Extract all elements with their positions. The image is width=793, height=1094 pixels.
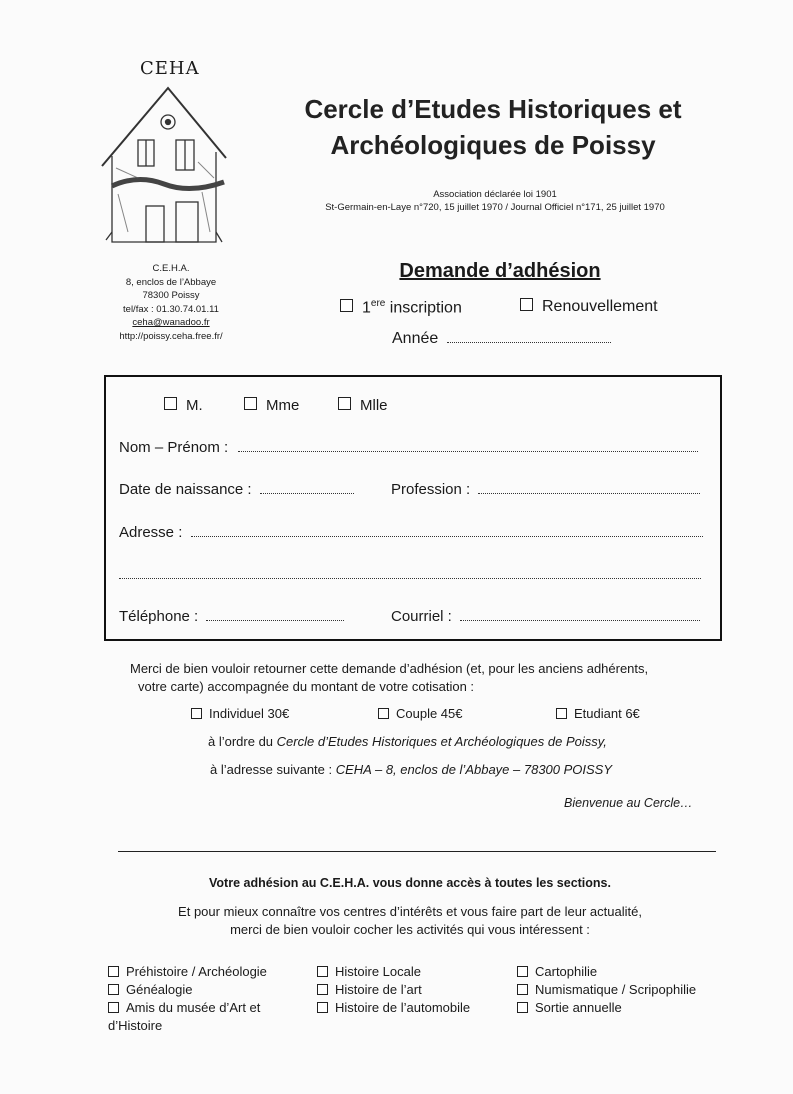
activity-option[interactable]: [317, 981, 507, 999]
activity-label: Sortie annuelle: [535, 1000, 622, 1015]
option1-suffix: inscription: [385, 299, 462, 317]
assoc-line-1: Association déclarée loi 1901: [433, 189, 557, 200]
nom-label: Nom – Prénom :: [119, 439, 229, 456]
adresse-dotted-line-2[interactable]: [119, 567, 701, 579]
intro-line-1: Et pour mieux connaître vos centres d’intérêts et vous faire part de leur actualité,: [178, 904, 642, 919]
contact-block: [96, 262, 246, 343]
checkbox-icon[interactable]: [164, 397, 177, 410]
annee-label: Année: [392, 330, 439, 347]
civ-mlle-label: Mlle: [360, 397, 388, 414]
option2-label: Renouvellement: [542, 298, 658, 315]
instructions-paragraph: [130, 660, 710, 696]
courriel-dotted-line[interactable]: [460, 609, 700, 621]
naissance-label: Date de naissance :: [119, 481, 252, 498]
house-logo-illustration: [98, 82, 230, 252]
option-renouvellement[interactable]: [520, 298, 658, 316]
option1-sup: ere: [370, 298, 386, 309]
activity-option[interactable]: [517, 981, 727, 999]
checkbox-icon[interactable]: [378, 708, 389, 719]
individuel-label: Individuel 30€: [209, 706, 290, 721]
contact-address-1: 8, enclos de l’Abbaye: [125, 276, 217, 288]
activity-label: Cartophilie: [535, 964, 598, 979]
option-first-inscription[interactable]: [340, 298, 462, 317]
civ-mme-option[interactable]: [244, 397, 299, 414]
activities-col-3: [517, 963, 727, 1017]
nom-dotted-line[interactable]: [238, 440, 698, 452]
mailing-address: [210, 762, 612, 777]
contact-website[interactable]: http://poissy.ceha.free.fr/: [119, 330, 223, 342]
checkbox-icon[interactable]: [108, 1002, 119, 1013]
naissance-field[interactable]: [119, 481, 354, 498]
cotisation-individuel[interactable]: [191, 706, 289, 721]
adresse-second-line[interactable]: [119, 566, 701, 584]
activity-option[interactable]: [517, 963, 727, 981]
ordre-prefix: à l’ordre du: [208, 734, 277, 749]
etudiant-label: Etudiant 6€: [574, 706, 640, 721]
checkbox-icon[interactable]: [556, 708, 567, 719]
activity-label-wrap: d’Histoire: [108, 1018, 163, 1033]
activity-option[interactable]: [317, 963, 507, 981]
activity-option[interactable]: [517, 999, 727, 1017]
activity-label: Préhistoire / Archéologie: [126, 964, 267, 979]
telephone-field[interactable]: [119, 608, 344, 625]
activities-col-2: [317, 963, 507, 1017]
civ-m-option[interactable]: [164, 397, 203, 414]
activity-option[interactable]: [108, 963, 308, 981]
member-info-box: [104, 375, 722, 641]
form-heading: Demande d’adhésion: [399, 260, 601, 282]
option1-prefix: 1: [362, 299, 371, 317]
checkbox-icon[interactable]: [340, 299, 353, 312]
divider: [118, 851, 716, 852]
activities-col-1: [108, 963, 308, 1035]
ordre-name: Cercle d’Etudes Historiques et Archéologiques de Poissy,: [276, 734, 607, 749]
nom-field[interactable]: [119, 439, 698, 456]
activity-label: Amis du musée d’Art et: [126, 1000, 261, 1015]
adr-value: CEHA – 8, enclos de l’Abbaye – 78300 POISSY: [335, 762, 613, 777]
para-line-2: votre carte) accompagnée du montant de votre cotisation :: [138, 679, 475, 694]
telephone-label: Téléphone :: [119, 608, 199, 625]
activity-label: Histoire Locale: [335, 964, 421, 979]
checkbox-icon[interactable]: [517, 984, 528, 995]
checkbox-icon[interactable]: [244, 397, 257, 410]
contact-tel: tel/fax : 01.30.74.01.11: [123, 303, 219, 315]
adresse-label: Adresse :: [119, 524, 183, 541]
courriel-label: Courriel :: [391, 608, 452, 625]
intro-line-2: merci de bien vouloir cocher les activités qui vous intéressent :: [230, 922, 590, 937]
activity-option[interactable]: [317, 999, 507, 1017]
assoc-line-2: St-Germain-en-Laye n°720, 15 juillet 1970 / Journal Officiel n°171, 25 juillet 1970: [325, 202, 665, 213]
cotisation-couple[interactable]: [378, 706, 463, 721]
couple-label: Couple 45€: [396, 706, 463, 721]
checkbox-icon[interactable]: [338, 397, 351, 410]
checkbox-icon[interactable]: [317, 984, 328, 995]
profession-dotted-line[interactable]: [478, 482, 700, 494]
adresse-field[interactable]: [119, 524, 703, 541]
checkbox-icon[interactable]: [317, 966, 328, 977]
activity-label: Histoire de l’art: [335, 982, 422, 997]
organization-title: [258, 91, 728, 163]
adresse-dotted-line[interactable]: [191, 525, 703, 537]
activity-label: Numismatique / Scripophilie: [535, 982, 697, 997]
welcome-note: Bienvenue au Cercle…: [564, 796, 693, 810]
logo-text: CEHA: [140, 58, 200, 79]
checkbox-icon[interactable]: [317, 1002, 328, 1013]
activity-option[interactable]: [108, 981, 308, 999]
annee-dotted-line[interactable]: [447, 331, 611, 343]
activity-option[interactable]: [108, 999, 308, 1017]
profession-field[interactable]: [391, 481, 700, 498]
checkbox-icon[interactable]: [191, 708, 202, 719]
profession-label: Profession :: [391, 481, 471, 498]
contact-email[interactable]: ceha@wanadoo.fr: [132, 317, 210, 328]
activity-label: Généalogie: [126, 982, 193, 997]
checkbox-icon[interactable]: [517, 966, 528, 977]
naissance-dotted-line[interactable]: [260, 482, 354, 494]
annee-field[interactable]: [392, 330, 611, 348]
para-line-1: Merci de bien vouloir retourner cette demande d’adhésion (et, pour les anciens adhérents,: [130, 661, 649, 676]
telephone-dotted-line[interactable]: [206, 609, 344, 621]
checkbox-icon[interactable]: [520, 298, 533, 311]
title-line-2: Archéologiques de Poissy: [330, 130, 656, 160]
civ-mme-label: Mme: [266, 397, 300, 414]
checkbox-icon[interactable]: [108, 984, 119, 995]
payable-to: [208, 734, 607, 749]
cotisation-etudiant[interactable]: [556, 706, 640, 721]
adr-prefix: à l’adresse suivante :: [210, 762, 336, 777]
checkbox-icon[interactable]: [108, 966, 119, 977]
association-info: [300, 188, 690, 214]
courriel-field[interactable]: [391, 608, 700, 625]
contact-name: C.E.H.A.: [152, 263, 190, 274]
checkbox-icon[interactable]: [517, 1002, 528, 1013]
civ-mlle-option[interactable]: [338, 397, 388, 414]
contact-address-2: 78300 Poissy: [142, 290, 200, 301]
sections-heading: Votre adhésion au C.E.H.A. vous donne accès à toutes les sections.: [209, 876, 611, 890]
activity-label: Histoire de l’automobile: [335, 1000, 471, 1015]
civ-m-label: M.: [186, 397, 203, 414]
title-line-1: Cercle d’Etudes Historiques et: [304, 94, 682, 124]
sections-intro: [120, 903, 700, 939]
